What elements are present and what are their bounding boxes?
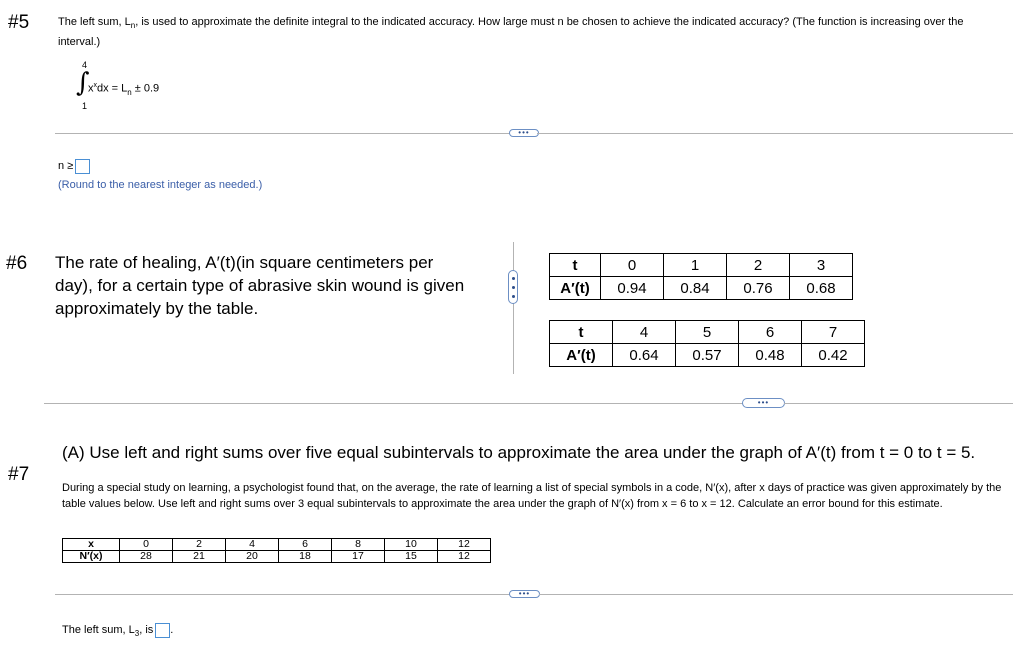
table-cell: 12 [438,551,491,563]
divider-6b [784,403,1013,404]
table-cell: 4 [613,321,676,344]
table-cell: 2 [727,254,790,277]
table-cell: 0.64 [613,344,676,367]
table-x-label: x [63,539,120,551]
answer-input-left-sum[interactable] [155,623,170,638]
integral-upper-limit: 4 [82,60,88,70]
table-cell: 15 [385,551,438,563]
expand-button-7[interactable]: ••• [509,590,540,598]
answer-row-5: n ≥ [58,158,90,174]
table-cell: 0.68 [790,277,853,300]
table-cell: 8 [332,539,385,551]
table-cell: 0.48 [739,344,802,367]
healing-table-2 [549,320,865,367]
table-cell: 0.94 [601,277,664,300]
integral-sign: ∫ [76,68,90,98]
table1-row-label: A′(t) [550,277,601,300]
learning-table [62,538,491,563]
table-n-label: N′(x) [63,551,120,563]
problem-5-number: #5 [8,12,30,33]
divider-7a [55,594,511,595]
divider-5b [537,133,1013,134]
table-cell: 28 [120,551,173,563]
table-cell: 1 [664,254,727,277]
table-cell: 17 [332,551,385,563]
healing-table-1 [549,253,853,300]
table-cell: 12 [438,539,491,551]
expand-button-5[interactable]: ••• [509,129,539,137]
problem-6-number: #6 [6,253,28,274]
table-cell: 21 [173,551,226,563]
problem-7-prompt: During a special study on learning, a psychologist found that, on the average, the rate of learning a list of special symbols in a code, N′(x), after x days of practice was given approximately by the table values below. Use left and right sums over 3 equal subintervals to approximate the area under the graph of N′(x) from x = 6 to x = 12. Calculate an error bound for this estimate. [62,482,1002,510]
divider-7b [539,594,1013,595]
divider-6a [44,403,744,404]
integral-expression [76,58,196,114]
table-cell: 0.42 [802,344,865,367]
answer-input-n[interactable] [75,159,90,174]
table-cell: 0.84 [664,277,727,300]
table-cell: 0 [601,254,664,277]
table-cell: 20 [226,551,279,563]
problem-6-prompt: The rate of healing, A′(t)(in square centimeters per day), for a certain type of abrasive skin wound is given approximately by the table. [55,253,465,318]
table-cell: 18 [279,551,332,563]
part-a-text: (A) Use left and right sums over five equal subintervals to approximate the area under the graph of A′(t) from t = 0 to t = 5. [62,443,976,462]
problem-5-prompt: The left sum, $L_n$, is used to approximate the definite integral to the indicated accuracy. How large must n be chosen to achieve the indicated accuracy? (The function is increasing over the interval.) [58,16,964,49]
table-cell: 7 [802,321,865,344]
table-cell: 6 [279,539,332,551]
table-cell: 5 [676,321,739,344]
table-cell: 0 [120,539,173,551]
table-cell: 4 [226,539,279,551]
table2-head: t [550,321,613,344]
table-cell: 6 [739,321,802,344]
table-cell: 3 [790,254,853,277]
table-cell: 10 [385,539,438,551]
integral-lower-limit: 1 [82,101,88,111]
splitter-handle[interactable] [508,270,518,304]
divider-5a [55,133,512,134]
table1-head: t [550,254,601,277]
table-cell: 2 [173,539,226,551]
answer-row-7: The left sum, $L_3$, is . [62,624,174,639]
table-cell: 0.76 [727,277,790,300]
integral-body: $x^xdx = L_n \pm 0.9$ [88,82,160,97]
table-cell: 0.57 [676,344,739,367]
problem-7-number: #7 [8,464,30,485]
round-note: (Round to the nearest integer as needed.) [58,179,263,191]
splitter-line [513,242,514,374]
table2-row-label: A′(t) [550,344,613,367]
expand-button-6[interactable]: ••• [742,398,785,408]
